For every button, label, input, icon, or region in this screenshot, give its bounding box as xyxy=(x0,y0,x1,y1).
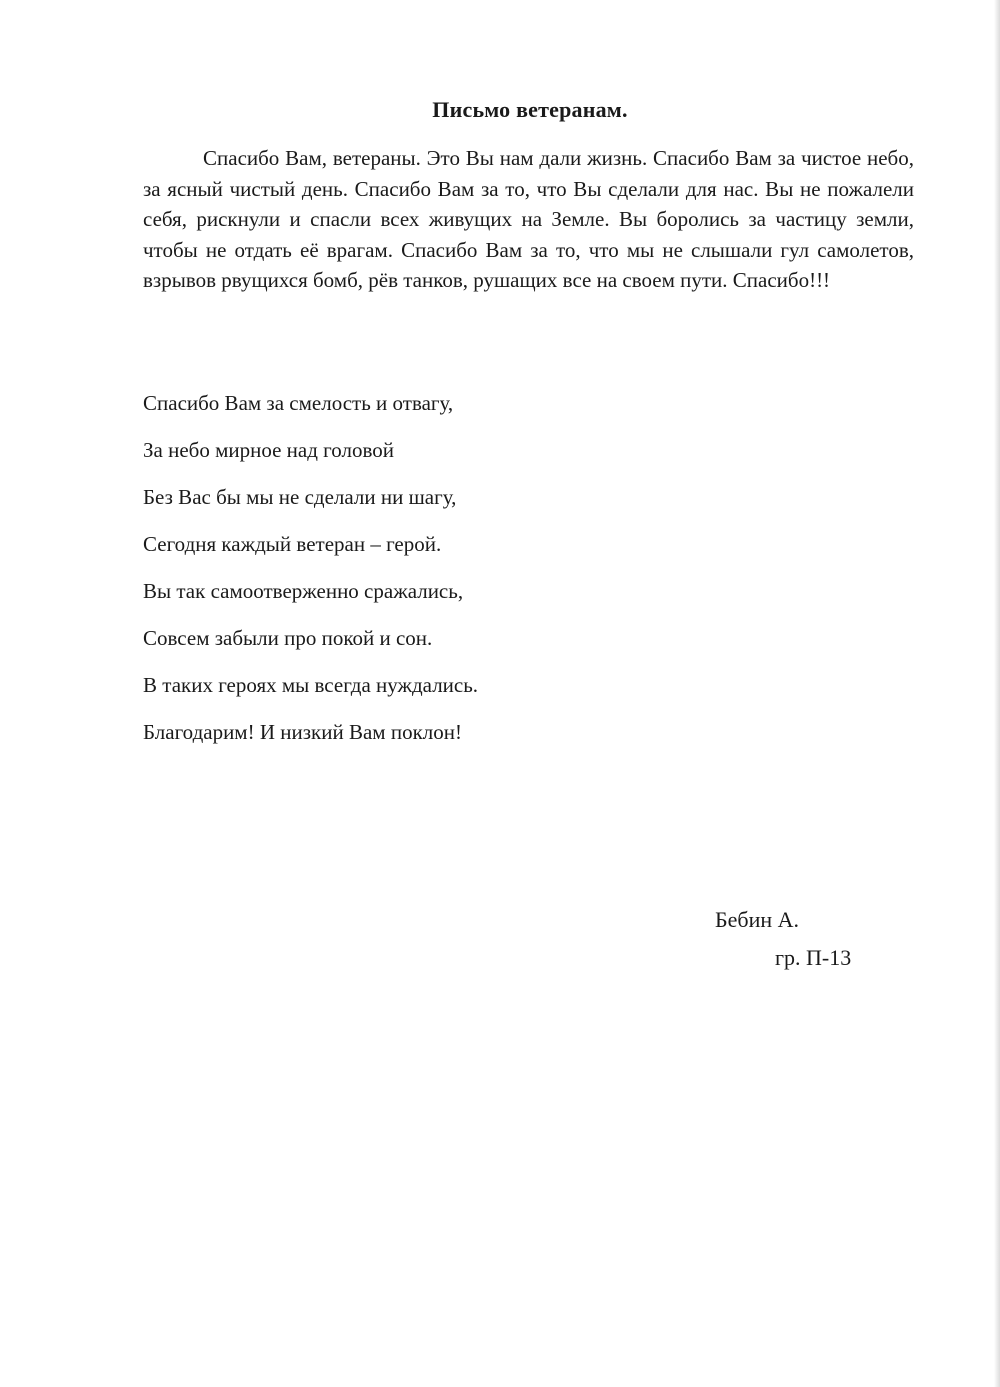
poem-line: За небо мирное над головой xyxy=(143,438,394,462)
author-group: гр. П-13 xyxy=(775,945,852,970)
page-edge-shadow xyxy=(994,0,1000,1387)
poem-line: Сегодня каждый ветеран – герой. xyxy=(143,532,442,556)
poem-line: В таких героях мы всегда нуждались. xyxy=(143,673,479,697)
poem-line: Благодарим! И низкий Вам поклон! xyxy=(143,720,462,744)
poem-line: Спасибо Вам за смелость и отвагу, xyxy=(143,391,454,415)
letter-paragraph: Спасибо Вам, ветераны. Это Вы нам дали жизнь. Спасибо Вам за чистое небо, за ясный чистый день. Спасибо Вам за то, что Вы сделали для нас. Вы не пожалели себя, рискнули и спасли всех живущих на Земле. Вы боролись за частицу земли, чтобы не отдать её врагам. Спасибо Вам за то, что мы не слышали гул самолетов, взрывов рвущихся бомб, рёв танков, рушащих все на своем пути. Спасибо!!! xyxy=(143,146,914,292)
author-name: Бебин А. xyxy=(715,907,800,932)
poem-line: Без Вас бы мы не сделали ни шагу, xyxy=(143,485,457,509)
poem xyxy=(143,387,743,763)
document-title: Письмо ветеранам. xyxy=(432,97,628,122)
poem-line: Совсем забыли про покой и сон. xyxy=(143,626,433,650)
poem-line: Вы так самоотверженно сражались, xyxy=(143,579,464,603)
signature-block xyxy=(715,903,915,975)
